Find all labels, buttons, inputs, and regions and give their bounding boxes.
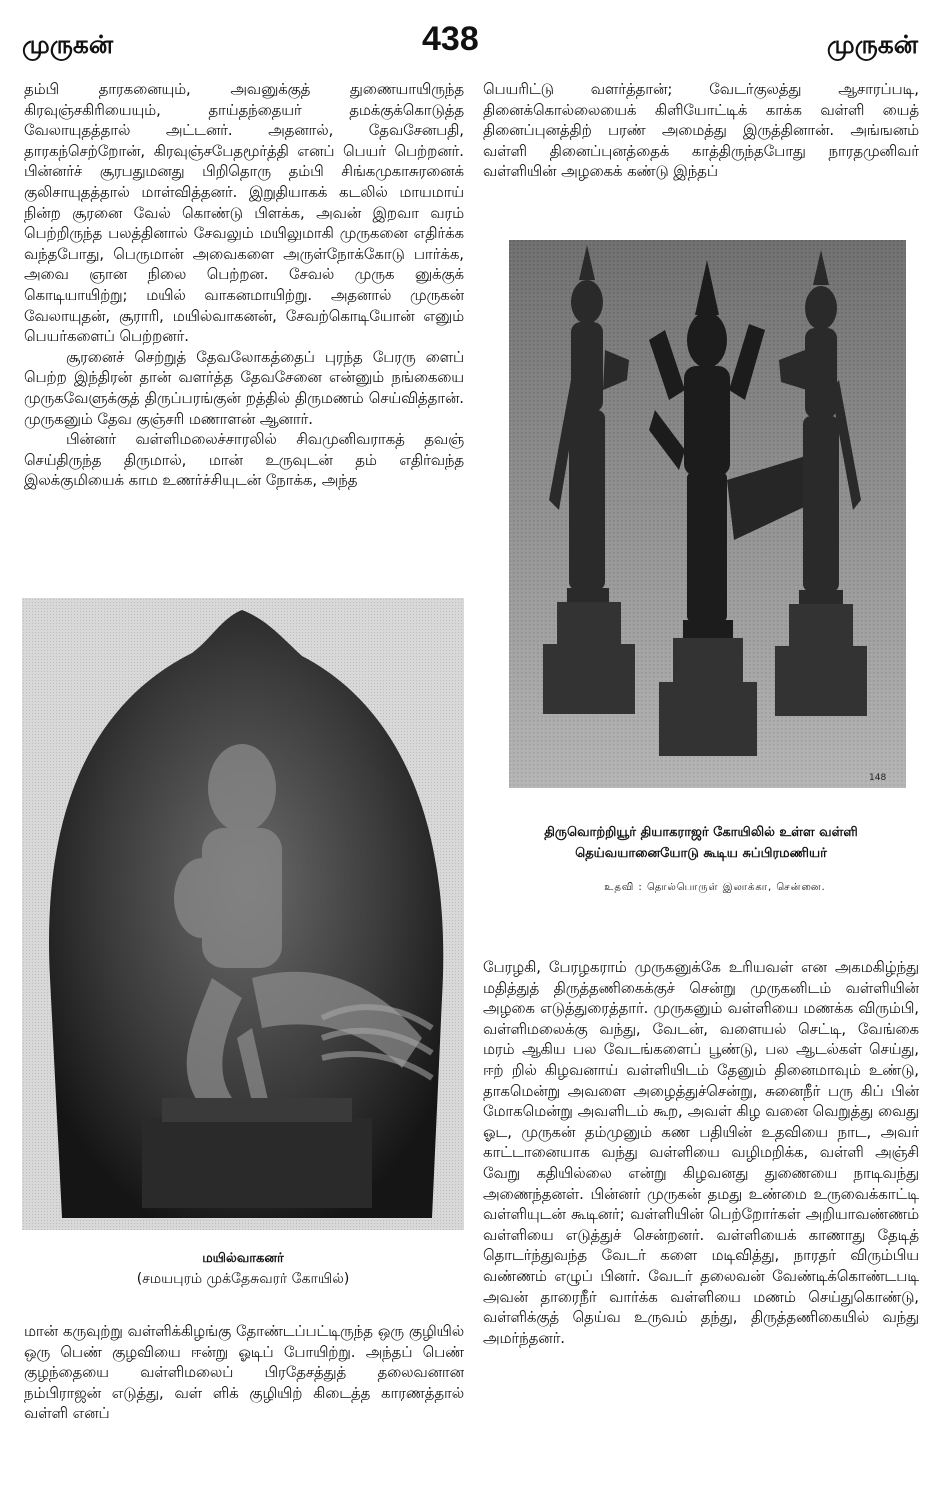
page-header: [0, 0, 940, 70]
photo-credit: உதவி : தொல்பொருள் இலாக்கா, சென்னை.: [604, 882, 826, 893]
paragraph: மான் கருவுற்று வள்ளிக்கிழங்கு தோண்டப்பட்டிருந்த ஒரு குழியில் ஒரு பெண் குழவியை ஈன்று ஓடிப் போயிற்று. அந்தப் பெண் குழந்தையை வள்ளிமலைப் பிரதேசத்துத் தலைவனான நம்பிராஜன் எடுத்து, வள் ளிக் குழியிற் கிடைத்த காரணத்தால் வள்ளி எனப்: [24, 1323, 464, 1423]
paragraph: பேரழகி, பேரழகராம் முருகனுக்கே உரியவள் என அகமகிழ்ந்து மதித்துத் திருத்தணிகைக்குச் சென்று முருகனிடம் வள்ளியின் அழகை எடுத்துரைத்தார். முருகனும் வள்ளியை மணக்க விரும்பி, வள்ளிமலைக்கு வந்து, வேடன், வளையல் செட்டி, வேங்கை மரம் ஆகிய பல வேடங்களைப் பூண்டு, பல ஆடல்கள் செய்து, ஈற் றில் கிழவனாய் வள்ளியிடம் தேனும் தினைமாவும் உண்டு, தாகமென்று அவளை அழைத்துச்சென்று, சுனைநீர் பரு கிப் பின் மோகமென்று அவளிடம் கூற, அவள் கிழ வனை வெறுத்து வைது ஓட, முருகன் தம்முனும் கண பதியின் உதவியை நாட, அவர் காட்டானையாக வந்து வள்ளியை வழிமறிக்க, வள்ளி அஞ்சி வேறு கதியில்லை என்று கிழவனது துணையை நாடிவந்து அணைந்தனள். பின்னர் முருகன் தமது உண்மை உருவைக்காட்டி வள்ளியுடன் கூடினர்; வள்ளியின் பெற்றோர்கள் அறியாவண்ணம் வள்ளியை எடுத்துச் சென்றனர். வள்ளியைக் காணாது தேடித் தொடர்ந்துவந்த வேடர் களை மடிவித்து, நாரதர் விரும்பிய வண்ணம் எழுப் பினர். வேடர் தலைவன் வேண்டிக்கொண்டபடி அவன் தாரைநீர் வார்க்க வள்ளியை மணம் செய்துகொண்டு, வள்ளிக்குத் தெய்வ உருவம் தந்து, திருத்தணிகையில் வந்து அமர்ந்தனர்.: [483, 959, 919, 1347]
caption-line: தெய்வயானையோடு கூடிய சுப்பிரமணியர்: [575, 846, 827, 861]
bronze-sculpture-photo: [509, 240, 906, 788]
left-column-bottom-text: [24, 1322, 464, 1442]
right-column-bottom-text: [483, 958, 919, 1440]
running-head-left: முருகன்: [22, 30, 114, 59]
caption-line: மயில்வாகனர்: [202, 1251, 284, 1266]
paragraph: சூரனைச் செற்றுத் தேவலோகத்தைப் புரந்த பேரரு ளைப் பெற்ற இந்திரன் தான் வளர்த்த தேவசேனை என்னும் நங்கையை முருகவேளுக்குத் திருப்பரங்குன் றத்தில் திருமணம் செய்வித்தான். முருகனும் தேவ குஞ்சரி மணாளன் ஆனார்.: [24, 348, 464, 428]
plate-mark: 148: [869, 773, 887, 783]
caption-line: திருவொற்றியூர் தியாகராஜர் கோயிலில் உள்ள வள்ளி: [544, 825, 858, 840]
figure-caption-right: [483, 822, 919, 864]
right-column-top-text: [483, 80, 919, 228]
running-head-right: முருகன்: [826, 30, 918, 59]
paragraph: பின்னர் வள்ளிமலைச்சாரலில் சிவமுனிவராகத் தவஞ் செய்திருந்த திருமால், மான் உருவுடன் தம் எதிர்வந்த இலக்குமியைக் காம உணர்ச்சியுடன் நோக்க, அந்த: [24, 431, 464, 490]
caption-line: (சமயபுரம் முக்தேசுவரர் கோயில்): [136, 1271, 350, 1287]
page-number: 438: [422, 20, 479, 58]
paragraph: தம்பி தாரகனையும், அவனுக்குத் துணையாயிருந்த கிரவுஞ்சகிரியையும், தாய்தந்தையர் தமக்குக்கொடுத்த வேலாயுதத்தால் அட்டனர். அதனால், தேவசேனபதி, தாரகந்செற்றோன், கிரவுஞ்சபேதமூர்த்தி எனப் பெயர் பெற்றனர். பின்னர்ச் சூரபதுமனது பிறிதொரு தம்பி சிங்கமுகாசுரனைக் குலிசாயுதத்தால் மாள்வித்தனர். இறுதியாகக் கடலில் மாயமாய் நின்ற சூரனை வேல் கொண்டு பிளக்க, அவன் இறவா வரம் பெற்றிருந்த பலத்தினால் சேவலும் மயிலுமாகி முருகனை எதிர்க்க வந்தபோது, பெருமான் அவைகளை அருள்நோக்கோடு பார்க்க, அவை ஞான நிலை பெற்றன. சேவல் முருக னுக்குக் கொடியாயிற்று; மயில் வாகனமாயிற்று. அதனால் முருகன் வேலாயுதன், சூராரி, மயில்வாகனன், சேவற்கொடியோன் எனும் பெயர்களைப் பெற்றனர்.: [24, 81, 464, 346]
figure-caption-left: [22, 1248, 464, 1290]
paragraph: பெயரிட்டு வளர்த்தான்; வேடர்குலத்து ஆசாரப்படி, தினைக்கொல்லையைக் கிளியோட்டிக் காக்க வள்ளி யைத் தினைப்புனத்திற் பரண் அமைத்து இருத்தினான். அங்ஙனம் வள்ளி தினைப்புனத்தைக் காத்திருந்தபோது நாரதமுனிவர் வள்ளியின் அழகைக் கண்டு இந்தப்: [483, 81, 919, 181]
left-column-top-text: [24, 80, 464, 582]
stone-relief-photo: [22, 598, 464, 1230]
